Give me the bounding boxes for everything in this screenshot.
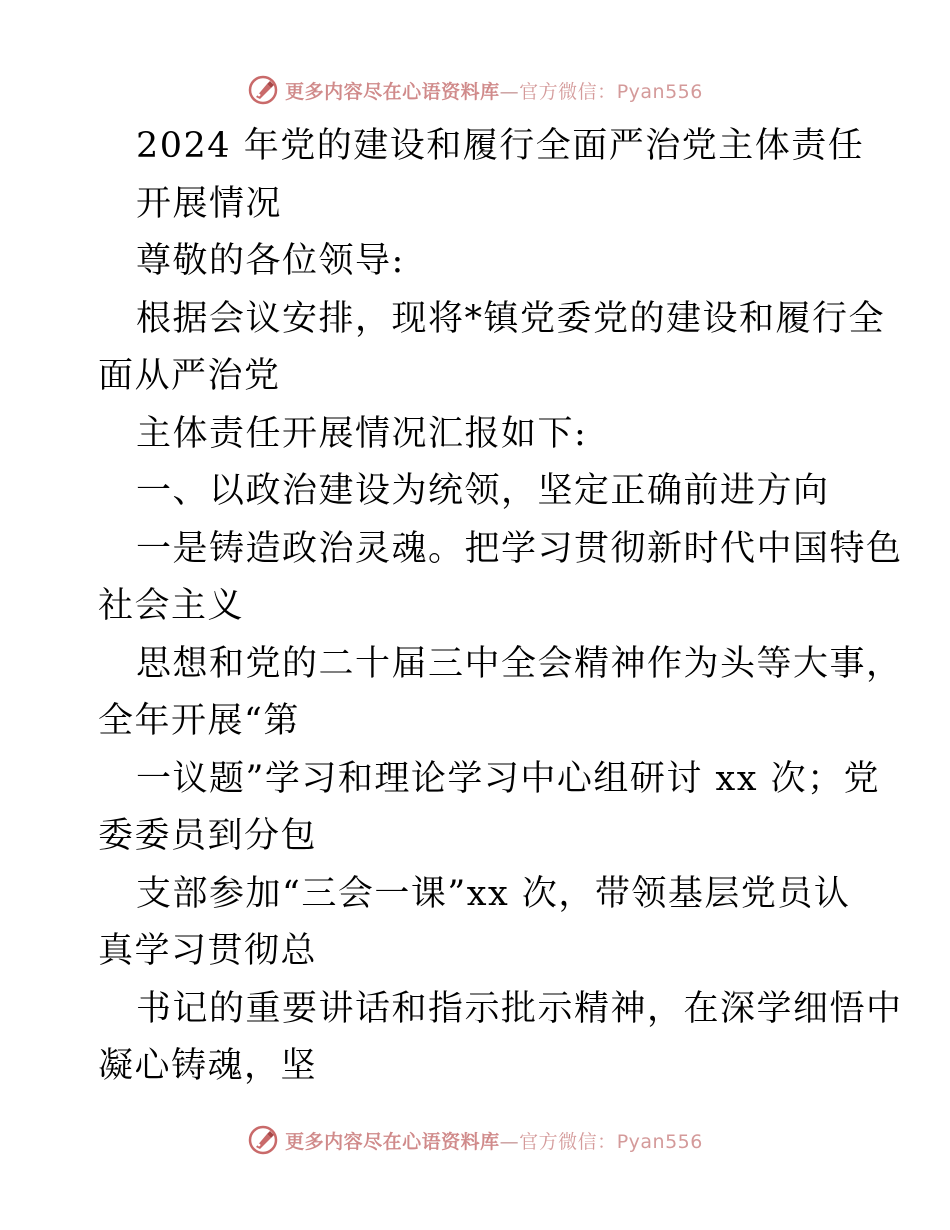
document-line: 尊敬的各位领导: bbox=[136, 241, 405, 281]
watermark-separator: — bbox=[499, 1130, 520, 1153]
document-line: 开展情况 bbox=[136, 183, 283, 224]
watermark-text bbox=[285, 1127, 703, 1154]
document-line: 一、以政治建设为统领，坚定正确前进方向 bbox=[136, 471, 830, 511]
document-body bbox=[98, 118, 903, 1096]
pen-nib-logo-icon bbox=[247, 1124, 279, 1156]
document-line: 主体责任开展情况汇报如下: bbox=[136, 413, 588, 454]
document-line: 凝心铸魂，坚 bbox=[98, 1046, 318, 1086]
document-line: 面从严治党 bbox=[98, 356, 281, 396]
pen-nib-logo-icon bbox=[247, 74, 279, 106]
watermark-footer bbox=[0, 1120, 950, 1160]
watermark-wechat-label: 官方微信： bbox=[519, 1130, 617, 1153]
document-line: 思想和党的二十届三中全会精神作为头等大事， bbox=[136, 643, 903, 684]
document-line: 真学习贯彻总 bbox=[98, 931, 318, 971]
watermark-wechat-id: Pyan556 bbox=[616, 80, 703, 103]
document-line: 一是铸造政治灵魂。把学习贯彻新时代中国特色 bbox=[136, 528, 903, 569]
watermark-brand: 更多内容尽在心语资料库 bbox=[285, 80, 500, 103]
document-line: 书记的重要讲话和指示批示精神，在深学细悟中 bbox=[136, 988, 903, 1029]
watermark-wechat-label: 官方微信： bbox=[519, 80, 617, 103]
watermark-header bbox=[0, 70, 950, 110]
document-line: 支部参加“三会一课”xx 次，带领基层党员认 bbox=[136, 873, 851, 914]
document-line: 委委员到分包 bbox=[98, 816, 318, 856]
document-line: 一议题”学习和理论学习中心组研讨 xx 次；党 bbox=[136, 758, 881, 799]
watermark-wechat-id: Pyan556 bbox=[616, 1130, 703, 1153]
document-line: 2024 年党的建设和履行全面严治党主体责任 bbox=[136, 126, 865, 166]
watermark-brand: 更多内容尽在心语资料库 bbox=[285, 1130, 500, 1153]
watermark-separator: — bbox=[499, 80, 520, 103]
document-line: 社会主义 bbox=[98, 586, 245, 626]
document-line: 全年开展“第 bbox=[98, 701, 300, 741]
document-line: 根据会议安排，现将*镇党委党的建设和履行全 bbox=[136, 298, 886, 339]
watermark-text bbox=[285, 77, 703, 104]
